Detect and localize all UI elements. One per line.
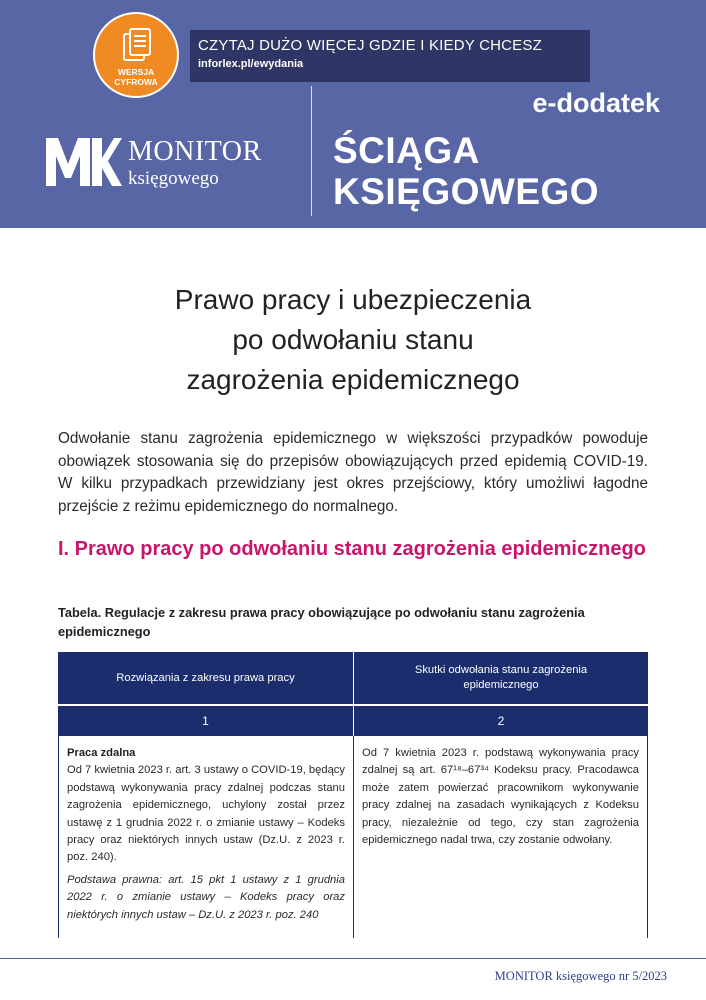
table-cell-effects — [353, 736, 647, 938]
header-banner — [0, 0, 706, 228]
table-header-cell: Skutki odwołania stanu zagrożenia epidemicznego — [353, 652, 648, 704]
mk-logo-icon — [46, 138, 122, 186]
table-cell-solutions — [59, 736, 353, 938]
document-title-line: Prawo pracy i ubezpieczenia — [174, 284, 532, 315]
header-divider — [311, 86, 312, 216]
intro-paragraph: Odwołanie stanu zagrożenia epidemicznego w większości przypadków powoduje obowiązek stosowania się do przepisów obowiązujących przed epidemią COVID-19. W kilku przypadkach przewidziany jest okres przejściowy, który umożliwi łagodne przejście z reżimu epidemicznego do normalnego. — [58, 430, 648, 515]
footer-issue: MONITOR księgowego nr 5/2023 — [494, 969, 667, 983]
digital-document-icon — [123, 28, 151, 62]
supplement-title-line1: ŚCIĄGA — [333, 130, 480, 171]
supplement-label: e-dodatek — [532, 88, 660, 118]
cell-body: Od 7 kwietnia 2023 r. podstawą wykonywania pracy zdalnej są art. 67¹⁸–67³⁴ Kodeksu pracy. Pracodawca może zatem powierzać pracownikom wykonywanie pracy zdalnej na zasadach wynikających z Kodeksu pracy, niezależnie od tego, czy stan zagrożenia epidemicznego nadal trwa, czy zostanie odwołany. — [362, 747, 639, 847]
badge-label-line1: WERSJA — [117, 67, 155, 77]
document-title-line: zagrożenia epidemicznego — [186, 364, 520, 395]
table-header-row — [58, 652, 648, 704]
logo-monitor-text: MONITOR — [128, 136, 262, 167]
cell-title: Praca zdalna — [67, 747, 136, 759]
legal-basis: Podstawa prawna: art. 15 pkt 1 ustawy z 1 grudnia 2022 r. o zmianie ustawy – Kodeks pracy oraz niektórych innych ustaw – Dz.U. z 2023 r. poz. 240 — [67, 873, 345, 921]
table-row — [58, 736, 648, 938]
column-number: 2 — [353, 706, 648, 736]
regulations-table — [58, 652, 648, 938]
table-number-row — [58, 706, 648, 736]
document-title-line: po odwołaniu stanu — [232, 324, 474, 355]
cell-body: Od 7 kwietnia 2023 r. art. 3 ustawy o COVID-19, będący podstawą wykonywania pracy zdalnej podczas stanu zagrożenia epidemicznego, uchylony został przez ustawę z 1 grudnia 2022 r. o zmianie ustawy – Kodeks pracy oraz niektórych innych ustaw (Dz.U. z 2023 r. poz. 240). — [67, 764, 345, 864]
logo-ksiegowego-text: księgowego — [128, 168, 219, 189]
digital-version-badge[interactable] — [93, 12, 179, 98]
section-heading: I. Prawo pracy po odwołaniu stanu zagrożenia epidemicznego — [58, 538, 646, 560]
badge-label-line2: CYFROWA — [114, 77, 158, 87]
footer-divider — [0, 958, 706, 959]
document-title — [0, 280, 706, 400]
promo-title: CZYTAJ DUŻO WIĘCEJ GDZIE I KIEDY CHCESZ — [198, 37, 542, 54]
column-number: 1 — [202, 714, 209, 728]
table-header-cell: Rozwiązania z zakresu prawa pracy — [116, 671, 295, 684]
supplement-title-line2: KSIĘGOWEGO — [333, 171, 600, 212]
table-caption: Tabela. Regulacje z zakresu prawa pracy obowiązujące po odwołaniu stanu zagrożenia epidemicznego — [58, 605, 585, 639]
digital-edition-promo[interactable] — [190, 30, 590, 82]
promo-link[interactable]: inforlex.pl/ewydania — [198, 58, 304, 70]
